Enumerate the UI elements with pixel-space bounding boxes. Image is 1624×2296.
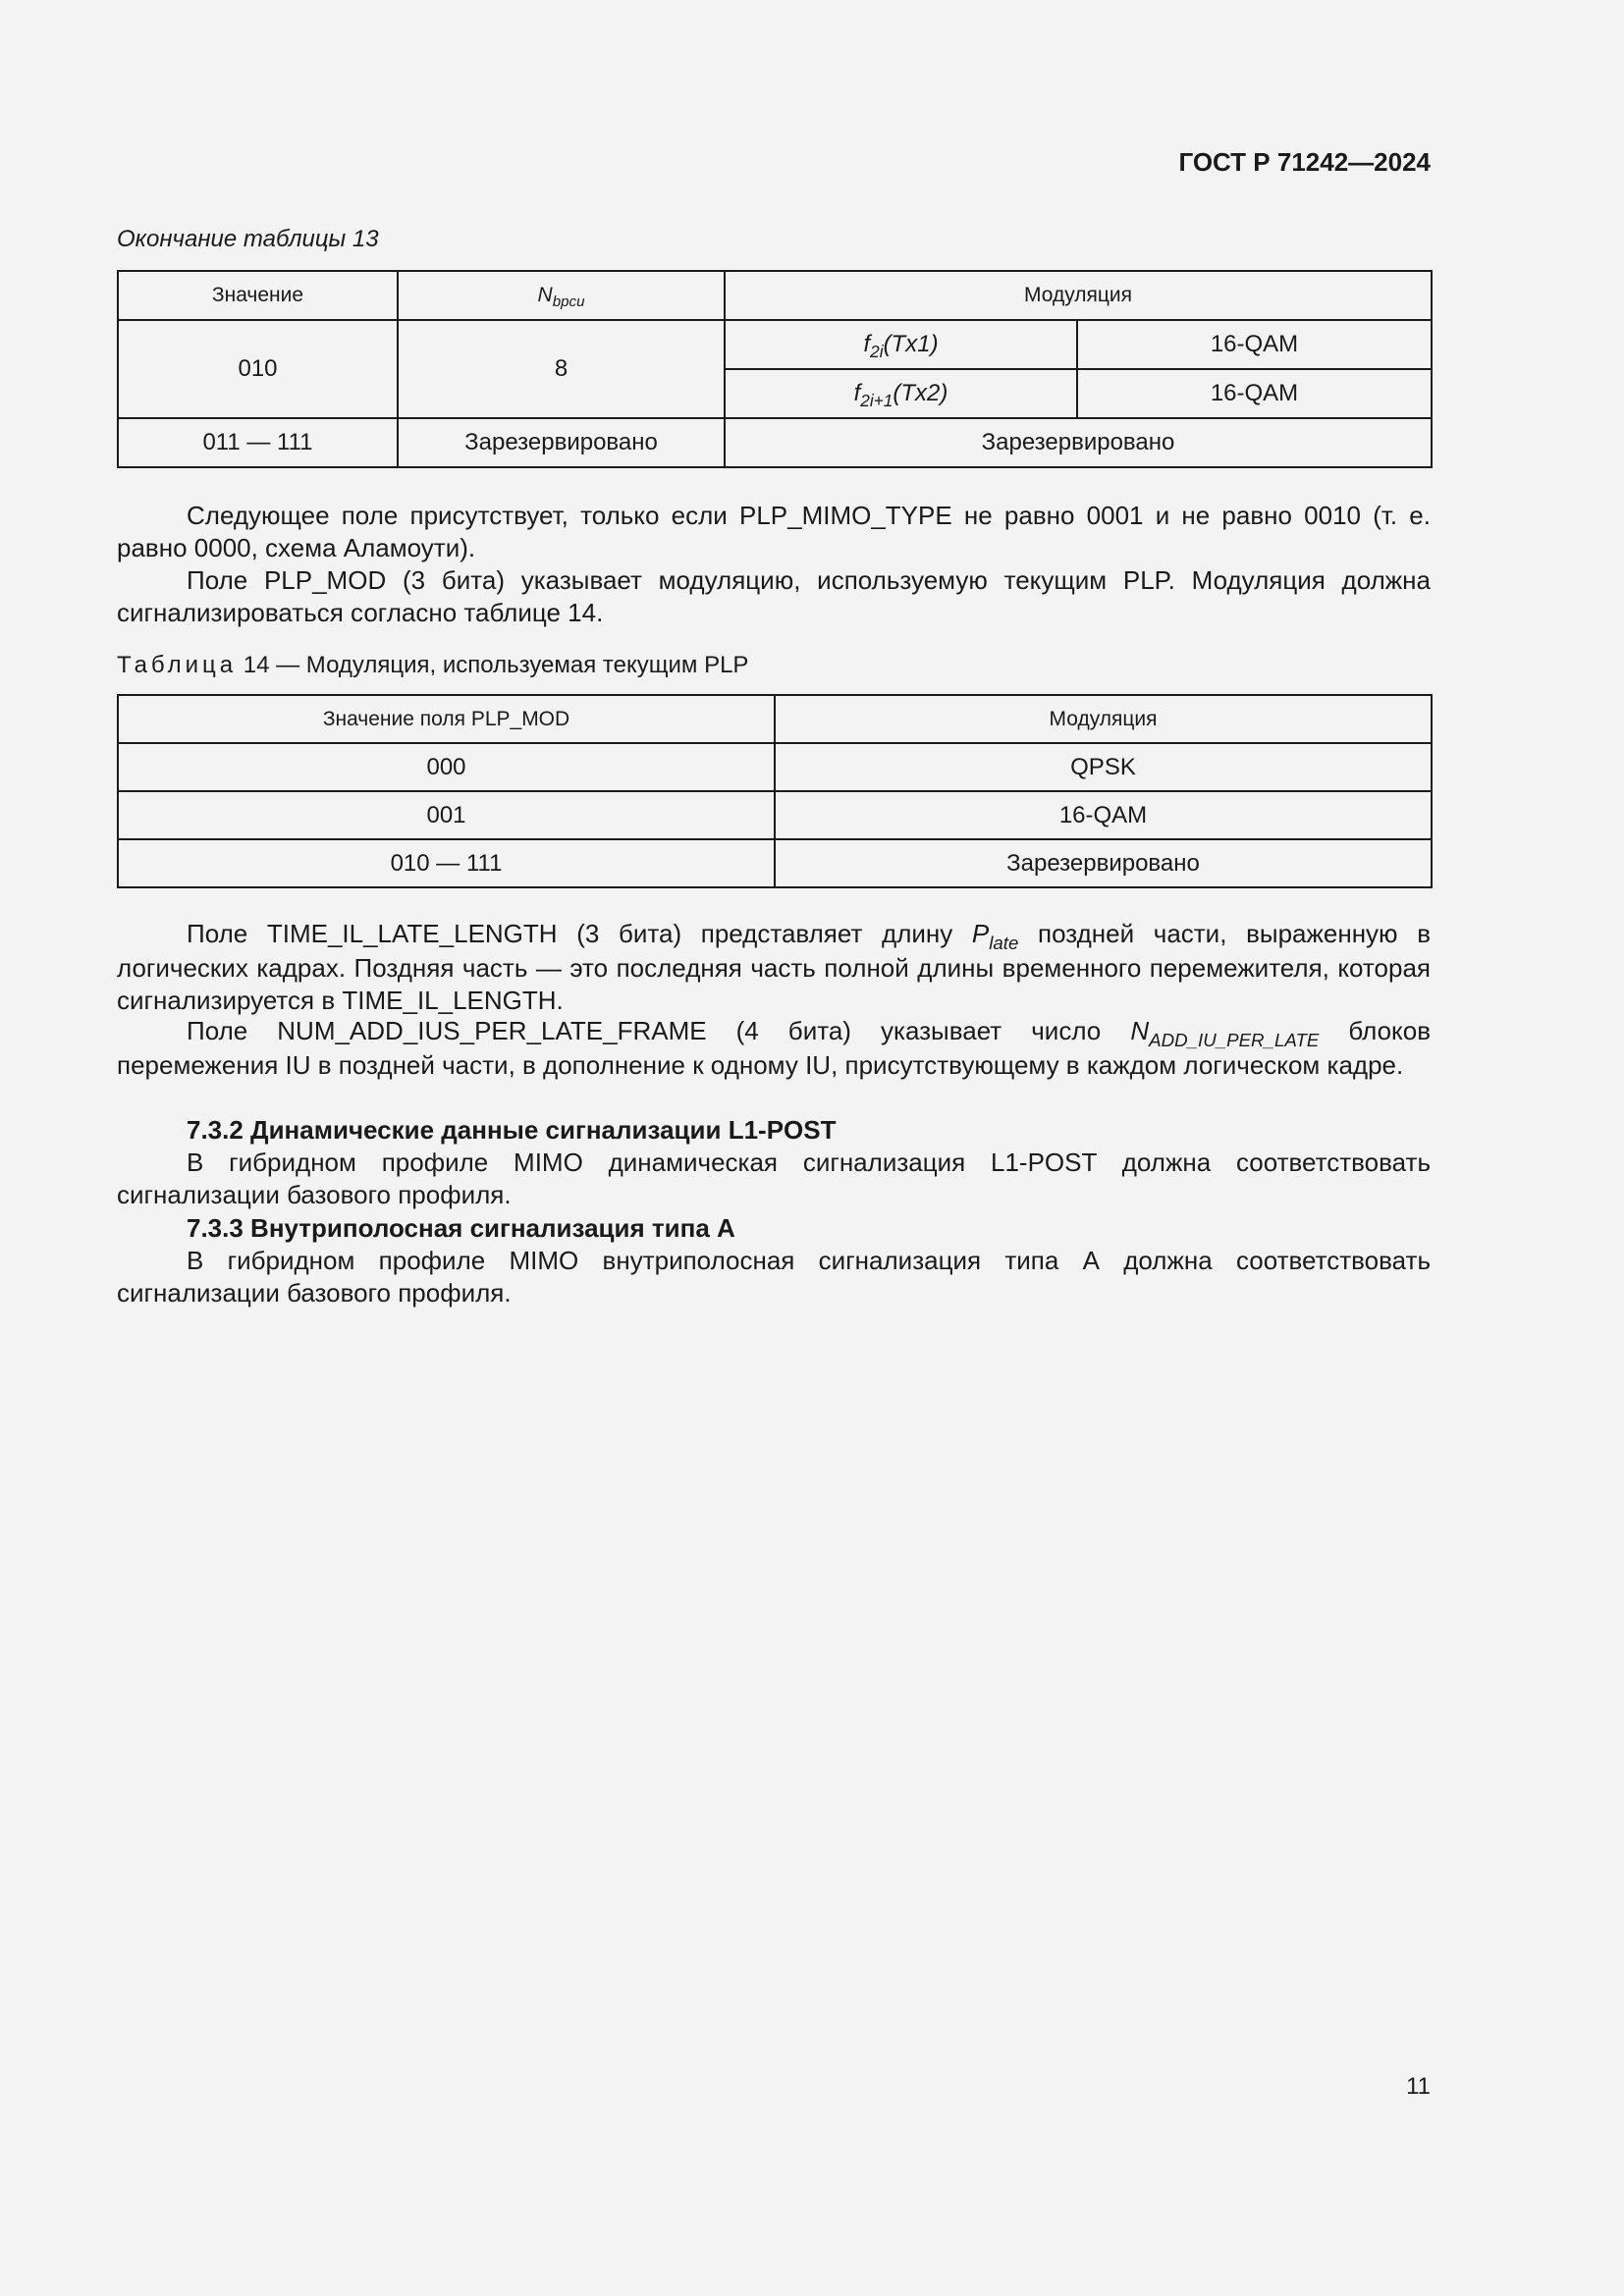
paragraph: Следующее поле присутствует, только если PLP_MIMO_TYPE не равно 0001 и не равно 0010 (т. е. равно 0000, схема Аламоути). xyxy=(117,501,1431,562)
table14-caption xyxy=(117,652,748,679)
table-13 xyxy=(117,270,1433,468)
cell-function: $f_{2i+1}(Tx2)$ xyxy=(725,369,1077,418)
section-heading: 7.3.3 Внутриполосная сигнализация типа А xyxy=(187,1213,735,1243)
cell-modulation: Зарезервировано xyxy=(725,418,1432,467)
cell-value: 010 — 111 xyxy=(118,839,775,887)
symbol-main: N xyxy=(537,284,553,306)
cell-modulation: 16-QAM xyxy=(1077,369,1432,418)
table-caption-text: 14 — Модуляция, используемая текущим PLP xyxy=(237,652,749,678)
col-header-nbpcu xyxy=(398,271,725,320)
section-heading: 7.3.2 Динамические данные сигнализации L1-POST xyxy=(187,1115,837,1145)
table-header-row xyxy=(118,695,1432,743)
paragraph: Поле TIME_IL_LATE_LENGTH (3 бита) представляет длину $P_{late}$ поздней части, выраженную в логических кадрах. Поздняя часть — это последняя часть полной длины временного перемежителя, которая сигнализируется в TIME_IL_LENGTH. xyxy=(117,919,1432,1015)
paragraph: В гибридном профиле MIMO динамическая сигнализация L1-POST должна соответствовать сигнализации базового профиля. xyxy=(117,1148,1431,1209)
cell-modulation: 16-QAM xyxy=(1077,320,1432,369)
standard-code: ГОСТ Р 71242—2024 xyxy=(1178,147,1431,177)
cell-value: 010 xyxy=(118,320,398,418)
cell-nbpcu: 8 xyxy=(398,320,725,418)
table-row xyxy=(118,743,1432,791)
table-header-row xyxy=(118,271,1432,320)
table-row xyxy=(118,418,1432,467)
cell-value: 011 — 111 xyxy=(118,418,398,467)
cell-value: 000 xyxy=(118,743,775,791)
col-header-field: Значение поля PLP_MOD xyxy=(118,695,775,743)
paragraph: Поле NUM_ADD_IUS_PER_LATE_FRAME (4 бита) указывает число $N_{ADD\_IU\_PER\_LATE}$ блоков перемежения IU в поздней части, в дополнение к одному IU, присутствующему в каждом логическом кадре. xyxy=(117,1016,1432,1080)
col-header-modulation: Модуляция xyxy=(725,271,1432,320)
page-number: 11 xyxy=(1406,2073,1431,2100)
table-row xyxy=(118,320,1432,369)
cell-modulation: Зарезервировано xyxy=(775,839,1432,887)
col-header-modulation: Модуляция xyxy=(775,695,1432,743)
table-row xyxy=(118,839,1432,887)
paragraph: В гибридном профиле MIMO внутриполосная сигнализация типа А должна соответствовать сигнализации базового профиля. xyxy=(117,1246,1431,1308)
cell-modulation: QPSK xyxy=(775,743,1432,791)
cell-function: $f_{2i}(Tx1)$ xyxy=(725,320,1077,369)
table13-continuation-caption: Окончание таблицы 13 xyxy=(117,226,379,252)
table-row xyxy=(118,791,1432,839)
table-14 xyxy=(117,694,1433,888)
cell-value: 001 xyxy=(118,791,775,839)
table-caption-label: Таблица xyxy=(117,652,238,678)
cell-modulation: 16-QAM xyxy=(775,791,1432,839)
symbol-subscript: bpcu xyxy=(552,294,585,311)
col-header-value: Значение xyxy=(118,271,398,320)
paragraph: Поле PLP_MOD (3 бита) указывает модуляцию, используемую текущим PLP. Модуляция должна сигнализироваться согласно таблице 14. xyxy=(117,565,1431,627)
cell-nbpcu: Зарезервировано xyxy=(398,418,725,467)
